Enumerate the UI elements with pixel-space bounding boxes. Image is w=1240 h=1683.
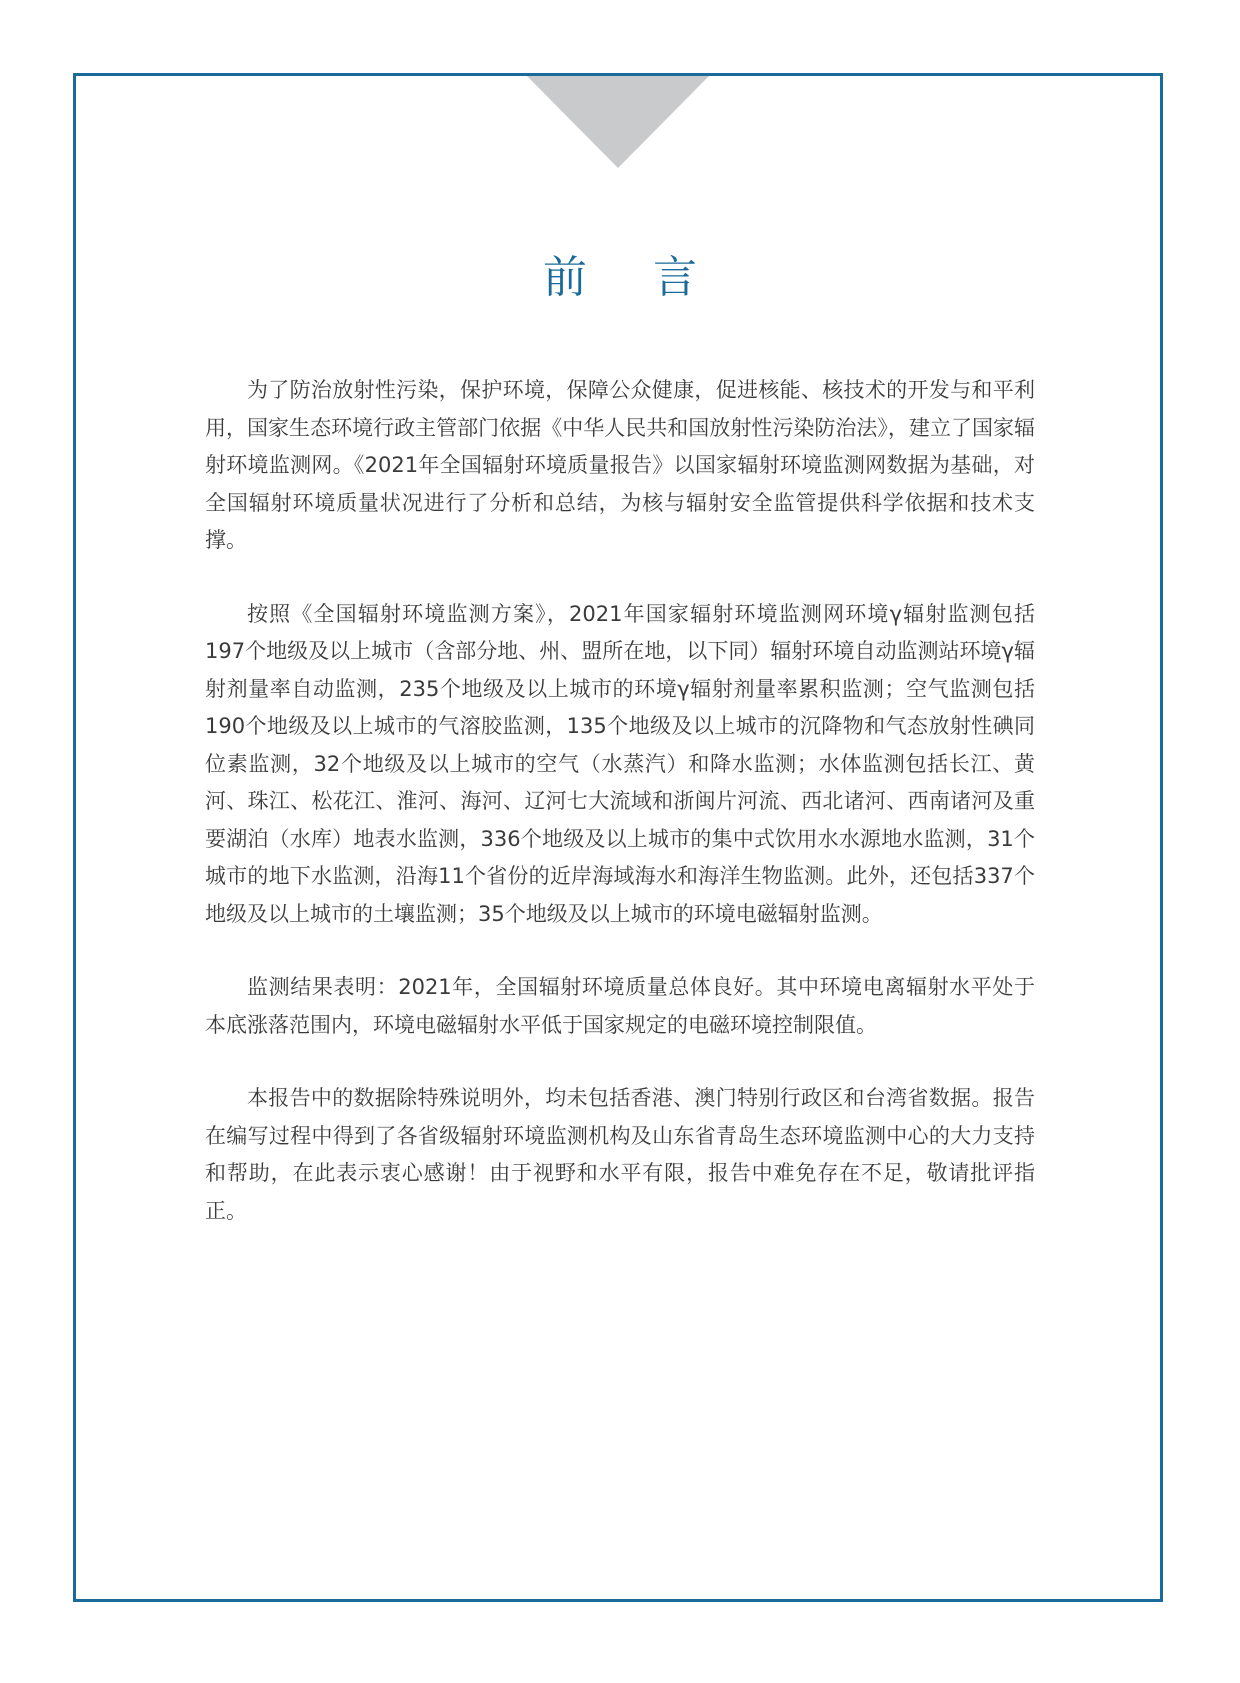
decorative-triangle [527,76,709,168]
paragraph-3: 监测结果表明：2021年，全国辐射环境质量总体良好。其中环境电离辐射水平处于本底涨落范围内，环境电磁辐射水平低于国家规定的电磁环境控制限值。 [205,975,1035,1037]
paragraph-2: 按照《全国辐射环境监测方案》，2021年国家辐射环境监测网环境γ辐射监测包括197个地级及以上城市（含部分地、州、盟所在地，以下同）辐射环境自动监测站环境γ辐射剂量率自动监测，235个地级及以上城市的环境γ辐射剂量率累积监测；空气监测包括190个地级及以上城市的气溶胶监测，135个地级及以上城市的沉降物和气态放射性碘同位素监测，32个地级及以上城市的空气（水蒸汽）和降水监测；水体监测包括长江、黄河、珠江、松花江、淮河、海河、辽河七大流域和浙闽片河流、西北诸河、西南诸河及重要湖泊（水库）地表水监测，336个地级及以上城市的集中式饮用水水源地水监测，31个城市的地下水监测，沿海11个省份的近岸海域海水和海洋生物监测。此外，还包括337个地级及以上城市的土壤监测；35个地级及以上城市的环境电磁辐射监测。 [205,601,1035,926]
preface-body [205,372,1035,1266]
paragraph-4: 本报告中的数据除特殊说明外，均未包括香港、澳门特别行政区和台湾省数据。报告在编写过程中得到了各省级辐射环境监测机构及山东省青岛生态环境监测中心的大力支持和帮助，在此表示衷心感谢！由于视野和水平有限，报告中难免存在不足，敬请批评指正。 [205,1086,1035,1223]
page-title: 前言 [543,252,763,303]
paragraph-1: 为了防治放射性污染，保护环境，保障公众健康，促进核能、核技术的开发与和平利用，国家生态环境行政主管部门依据《中华人民共和国放射性污染防治法》，建立了国家辐射环境监测网。《2021年全国辐射环境质量报告》以国家辐射环境监测网数据为基础，对全国辐射环境质量状况进行了分析和总结，为核与辐射安全监管提供科学依据和技术支撑。 [205,378,1035,552]
